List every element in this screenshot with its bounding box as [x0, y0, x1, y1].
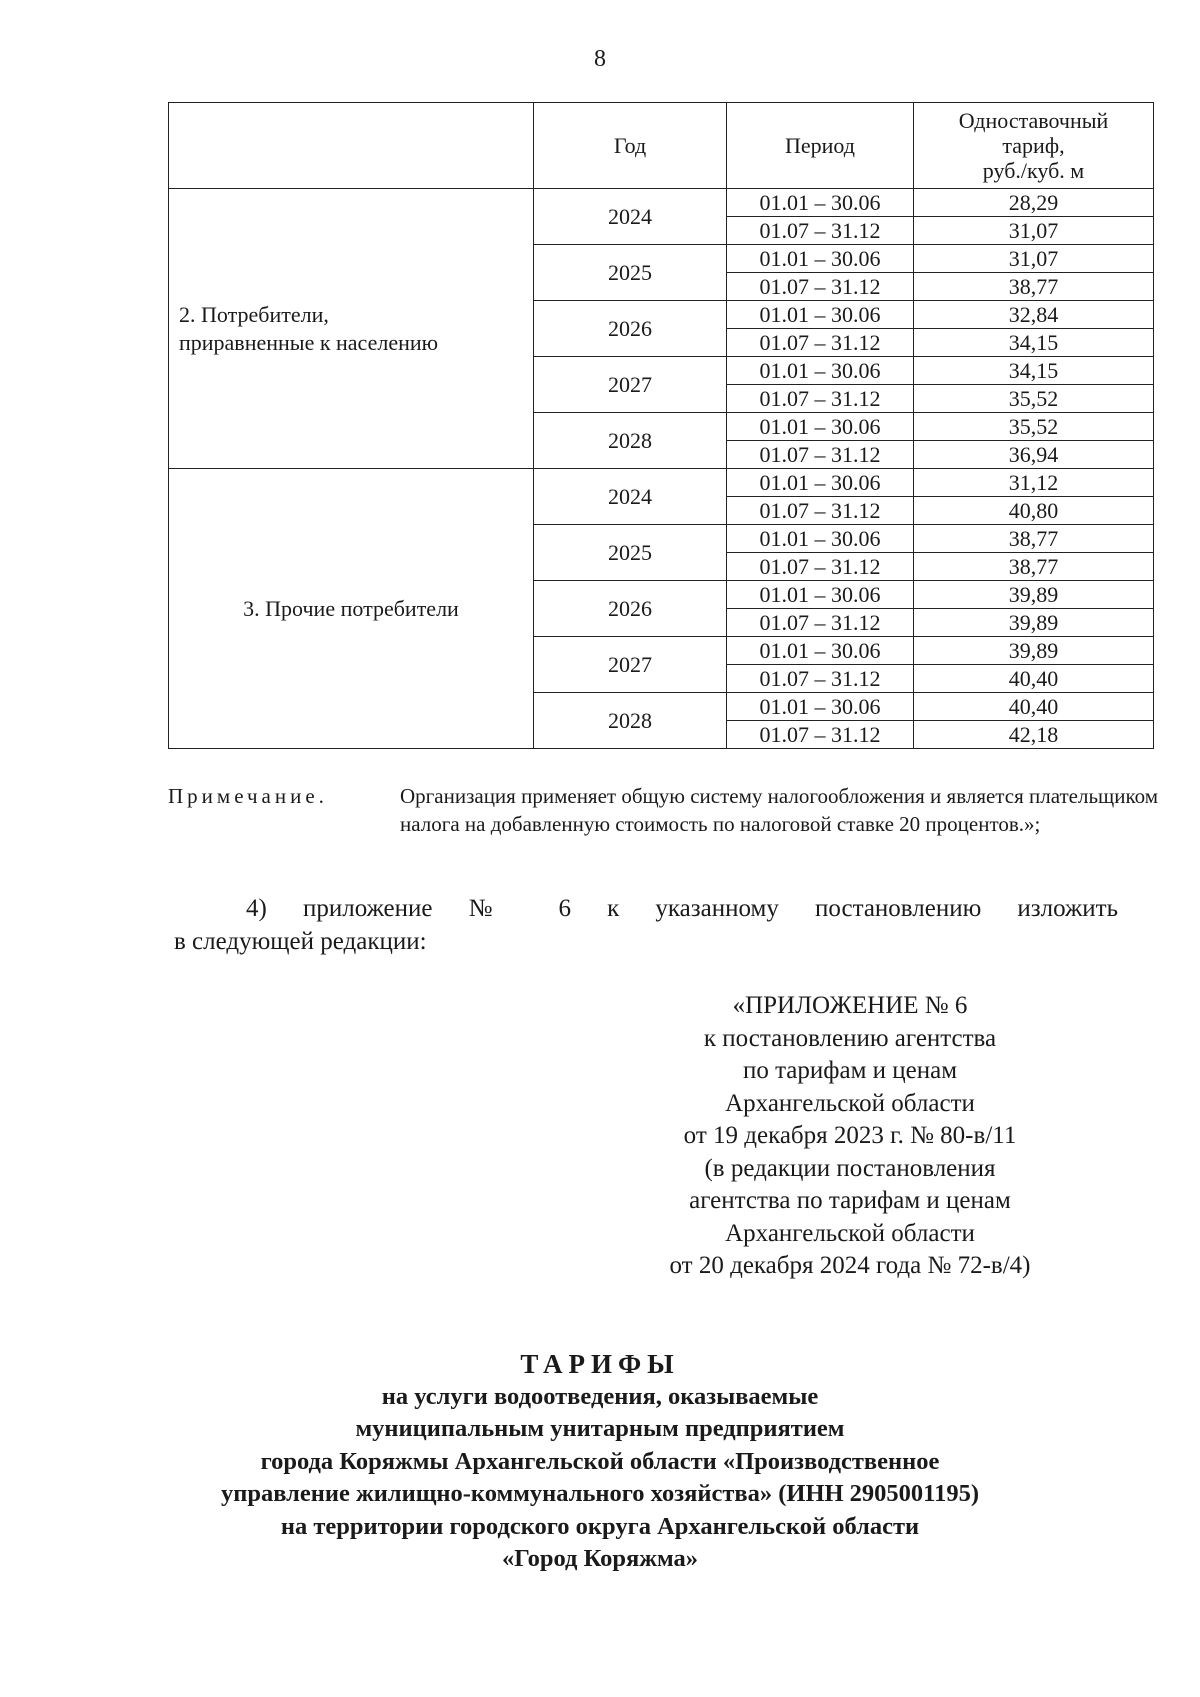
- period-cell: 01.07 – 31.12: [727, 497, 914, 525]
- period-cell: 01.01 – 30.06: [727, 637, 914, 665]
- tariff-cell: 35,52: [914, 413, 1154, 441]
- year-cell: 2024: [534, 469, 727, 525]
- appendix-line: по тарифам и ценам: [742, 1057, 958, 1084]
- period-cell: 01.01 – 30.06: [727, 469, 914, 497]
- tariff-cell: 31,12: [914, 469, 1154, 497]
- year-cell: 2025: [534, 245, 727, 301]
- tariff-cell: 38,77: [914, 273, 1154, 301]
- period-cell: 01.01 – 30.06: [727, 693, 914, 721]
- appendix-line: к постановлению агентства: [703, 1024, 997, 1052]
- table-header-row: [169, 103, 1154, 189]
- group-label-line: 3. Прочие потребители: [243, 595, 459, 621]
- paragraph-line: в следующей редакции:: [174, 928, 427, 955]
- tariff-cell: 34,15: [914, 357, 1154, 385]
- tariff-table: [168, 102, 1154, 749]
- tariff-cell: 39,89: [914, 609, 1154, 637]
- tariff-cell: 28,29: [914, 189, 1154, 217]
- period-cell: 01.01 – 30.06: [727, 581, 914, 609]
- table-row: [169, 189, 1154, 217]
- title-main: ТАРИФЫ: [520, 1349, 680, 1379]
- header-group: [169, 103, 534, 189]
- period-cell: 01.01 – 30.06: [727, 301, 914, 329]
- period-cell: 01.01 – 30.06: [727, 189, 914, 217]
- header-year: Год: [534, 103, 727, 189]
- appendix-line: агентства по тарифам и ценам: [689, 1187, 1011, 1214]
- tariff-cell: 32,84: [914, 301, 1154, 329]
- year-cell: 2026: [534, 301, 727, 357]
- tariff-cell: 40,80: [914, 497, 1154, 525]
- period-cell: 01.07 – 31.12: [727, 217, 914, 245]
- header-tariff: [914, 103, 1154, 189]
- header-tariff-line: тариф,: [1002, 133, 1065, 158]
- appendix-header: [640, 990, 1060, 1283]
- year-cell: 2026: [534, 581, 727, 637]
- note-label: Примечание.: [168, 784, 328, 808]
- tariff-cell: 38,77: [914, 525, 1154, 553]
- period-cell: 01.07 – 31.12: [727, 273, 914, 301]
- year-cell: 2027: [534, 357, 727, 413]
- tariff-cell: 35,52: [914, 385, 1154, 413]
- group-label-cell: [169, 189, 534, 469]
- appendix-line: от 20 декабря 2024 года № 72-в/4): [669, 1252, 1031, 1279]
- period-cell: 01.01 – 30.06: [727, 357, 914, 385]
- tariff-cell: 31,07: [914, 245, 1154, 273]
- title-line: на услуги водоотведения, оказываемые: [381, 1382, 819, 1410]
- header-period: Период: [727, 103, 914, 189]
- header-tariff-line: руб./куб. м: [982, 158, 1085, 183]
- paragraph-line: 4) приложение № 6 к указанному постановлению изложить: [246, 895, 1118, 922]
- period-cell: 01.01 – 30.06: [727, 525, 914, 553]
- document-title: [0, 1348, 1200, 1576]
- title-line: управление жилищно-коммунального хозяйства» (ИНН 2905001195): [220, 1480, 979, 1507]
- title-line: муниципальным унитарным предприятием: [355, 1415, 845, 1442]
- tariff-cell: 31,07: [914, 217, 1154, 245]
- group-label-line: приравненные к населению: [179, 329, 439, 355]
- tariff-cell: 36,94: [914, 441, 1154, 469]
- group-label-line: 2. Потребители,: [179, 301, 329, 327]
- period-cell: 01.07 – 31.12: [727, 665, 914, 693]
- table-row: [169, 469, 1154, 497]
- tariff-cell: 38,77: [914, 553, 1154, 581]
- appendix-line: Архангельской области: [725, 1089, 975, 1117]
- period-cell: 01.07 – 31.12: [727, 553, 914, 581]
- appendix-line: «ПРИЛОЖЕНИЕ № 6: [732, 992, 968, 1019]
- page-number: 8: [594, 46, 606, 72]
- title-line: на территории городского округа Архангельской области: [280, 1512, 920, 1540]
- tariff-cell: 40,40: [914, 665, 1154, 693]
- title-line: «Город Коряжма»: [501, 1545, 699, 1572]
- appendix-line: (в редакции постановления: [704, 1154, 996, 1182]
- period-cell: 01.07 – 31.12: [727, 721, 914, 749]
- year-cell: 2028: [534, 413, 727, 469]
- period-cell: 01.01 – 30.06: [727, 245, 914, 273]
- period-cell: 01.07 – 31.12: [727, 441, 914, 469]
- year-cell: 2024: [534, 189, 727, 245]
- tariff-cell: 42,18: [914, 721, 1154, 749]
- period-cell: 01.07 – 31.12: [727, 385, 914, 413]
- amendment-paragraph: [174, 892, 1118, 958]
- tariff-cell: 34,15: [914, 329, 1154, 357]
- year-cell: 2028: [534, 693, 727, 749]
- tariff-cell: 39,89: [914, 637, 1154, 665]
- period-cell: 01.01 – 30.06: [727, 413, 914, 441]
- header-tariff-line: Одноставочный: [958, 108, 1109, 133]
- title-line: города Коряжмы Архангельской области «Производственное: [260, 1447, 940, 1475]
- period-cell: 01.07 – 31.12: [727, 329, 914, 357]
- tariff-cell: 39,89: [914, 581, 1154, 609]
- year-cell: 2025: [534, 525, 727, 581]
- year-cell: 2027: [534, 637, 727, 693]
- appendix-line: Архангельской области: [725, 1219, 975, 1247]
- period-cell: 01.07 – 31.12: [727, 609, 914, 637]
- note-text: Организация применяет общую систему налогообложения и является плательщиком налога на добавленную стоимость по налоговой ставке 20 процентов.»;: [400, 784, 1158, 836]
- tariff-cell: 40,40: [914, 693, 1154, 721]
- appendix-line: от 19 декабря 2023 г. № 80-в/11: [683, 1122, 1017, 1149]
- group-label-cell: [169, 469, 534, 749]
